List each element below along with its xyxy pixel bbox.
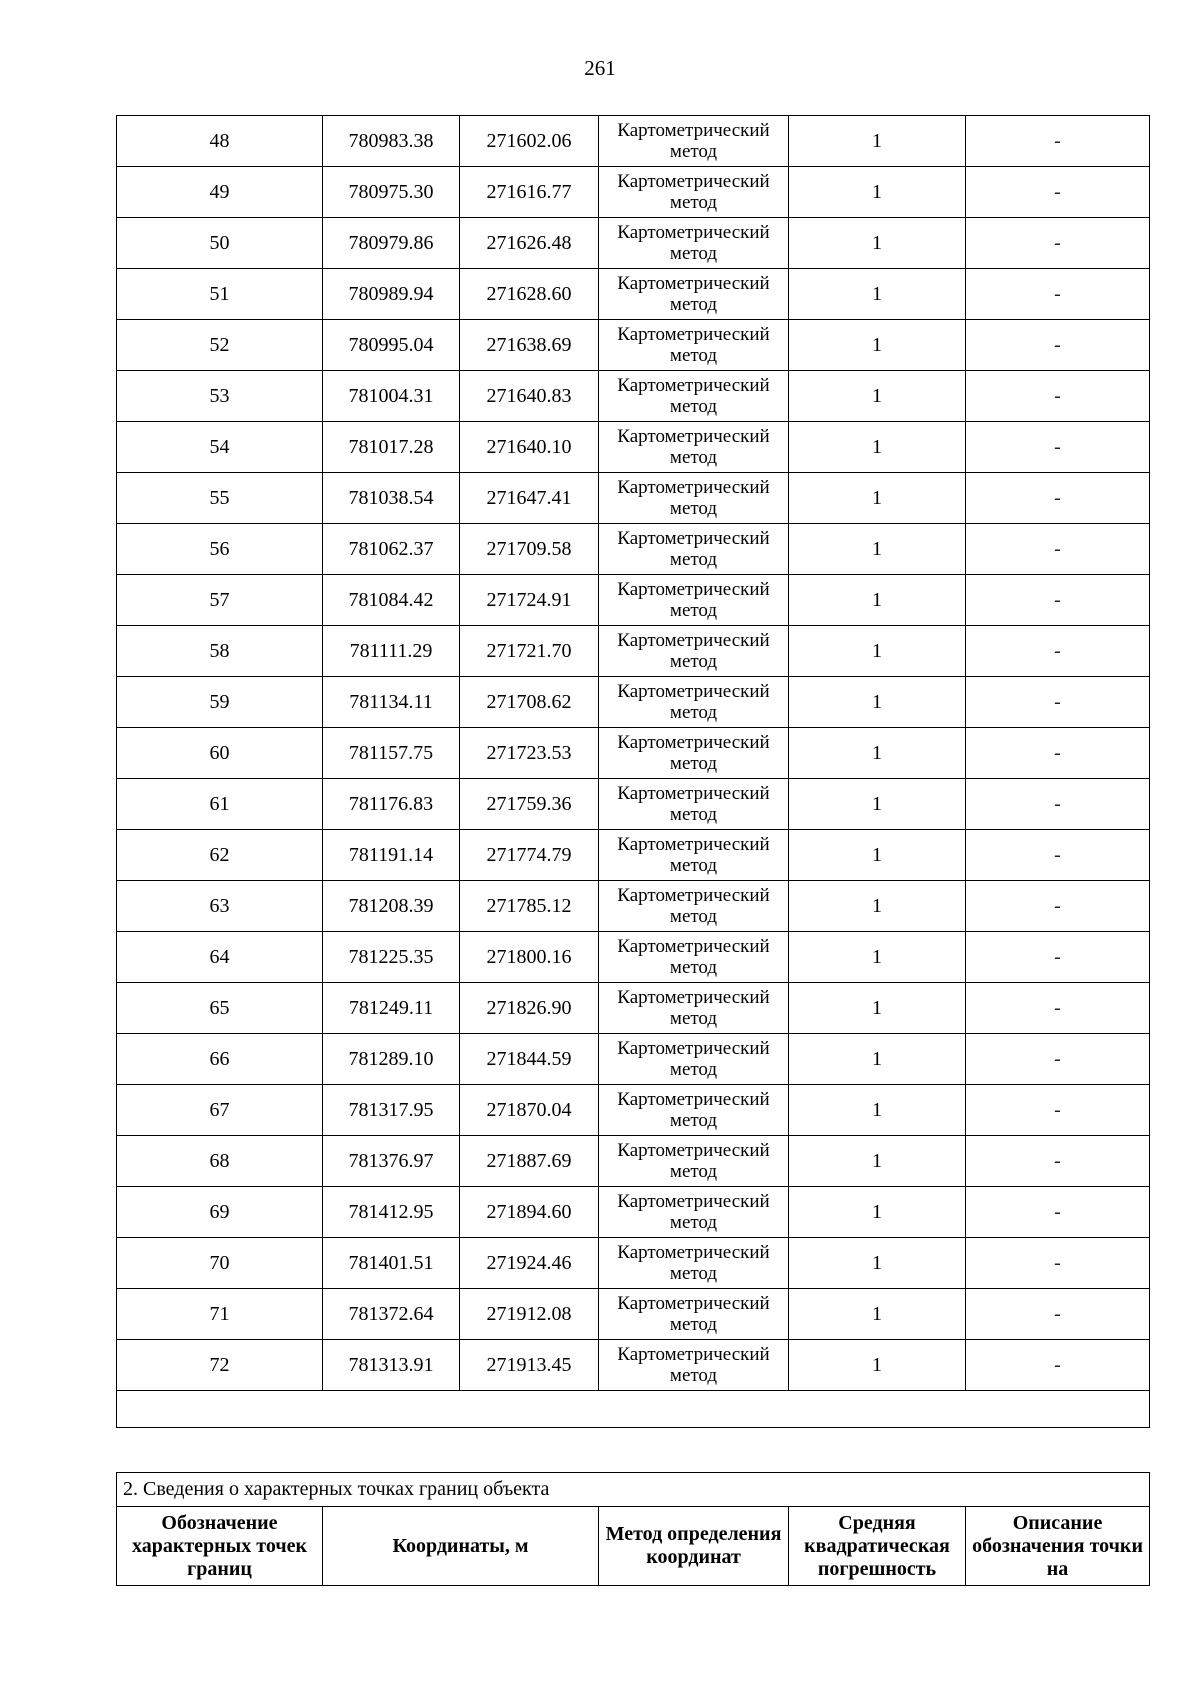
table-row	[117, 728, 1150, 779]
method-cell: Картометрический метод	[599, 524, 789, 575]
method-cell: Картометрический метод	[599, 575, 789, 626]
method-cell: Картометрический метод	[599, 1238, 789, 1289]
description-cell: -	[966, 1034, 1150, 1085]
point-cell: 56	[117, 524, 323, 575]
point-cell: 49	[117, 167, 323, 218]
table-row	[117, 371, 1150, 422]
table-row	[117, 983, 1150, 1034]
description-cell: -	[966, 1340, 1150, 1391]
x-coordinate-cell: 781157.75	[323, 728, 460, 779]
y-coordinate-cell: 271924.46	[460, 1238, 599, 1289]
method-cell: Картометрический метод	[599, 881, 789, 932]
table-row	[117, 269, 1150, 320]
y-coordinate-cell: 271826.90	[460, 983, 599, 1034]
error-cell: 1	[789, 626, 966, 677]
description-cell: -	[966, 932, 1150, 983]
header-point: Обозначение характерных точек границ	[117, 1507, 323, 1586]
error-cell: 1	[789, 1340, 966, 1391]
header-description: Описание обозначения точки на	[966, 1507, 1150, 1586]
x-coordinate-cell: 781289.10	[323, 1034, 460, 1085]
description-cell: -	[966, 269, 1150, 320]
error-cell: 1	[789, 881, 966, 932]
y-coordinate-cell: 271887.69	[460, 1136, 599, 1187]
description-cell: -	[966, 167, 1150, 218]
table-row	[117, 1238, 1150, 1289]
method-cell: Картометрический метод	[599, 1136, 789, 1187]
coordinates-table-body	[117, 116, 1150, 1428]
method-cell: Картометрический метод	[599, 830, 789, 881]
point-cell: 57	[117, 575, 323, 626]
description-cell: -	[966, 677, 1150, 728]
point-cell: 71	[117, 1289, 323, 1340]
method-cell: Картометрический метод	[599, 1289, 789, 1340]
table-row	[117, 167, 1150, 218]
x-coordinate-cell: 781038.54	[323, 473, 460, 524]
method-cell: Картометрический метод	[599, 1085, 789, 1136]
error-cell: 1	[789, 1238, 966, 1289]
error-cell: 1	[789, 524, 966, 575]
description-cell: -	[966, 830, 1150, 881]
error-cell: 1	[789, 830, 966, 881]
table-row	[117, 881, 1150, 932]
y-coordinate-cell: 271709.58	[460, 524, 599, 575]
point-cell: 66	[117, 1034, 323, 1085]
method-cell: Картометрический метод	[599, 779, 789, 830]
x-coordinate-cell: 780979.86	[323, 218, 460, 269]
description-cell: -	[966, 524, 1150, 575]
table-row	[117, 575, 1150, 626]
y-coordinate-cell: 271723.53	[460, 728, 599, 779]
header-error: Средняя квадратическая погрешность	[789, 1507, 966, 1586]
empty-row	[117, 1391, 1150, 1428]
error-cell: 1	[789, 779, 966, 830]
description-cell: -	[966, 1289, 1150, 1340]
error-cell: 1	[789, 473, 966, 524]
description-cell: -	[966, 575, 1150, 626]
point-cell: 62	[117, 830, 323, 881]
y-coordinate-cell: 271913.45	[460, 1340, 599, 1391]
error-cell: 1	[789, 218, 966, 269]
method-cell: Картометрический метод	[599, 473, 789, 524]
error-cell: 1	[789, 1085, 966, 1136]
error-cell: 1	[789, 116, 966, 167]
method-cell: Картометрический метод	[599, 932, 789, 983]
description-cell: -	[966, 1238, 1150, 1289]
section2-header-row	[117, 1507, 1150, 1586]
x-coordinate-cell: 781313.91	[323, 1340, 460, 1391]
description-cell: -	[966, 728, 1150, 779]
error-cell: 1	[789, 1289, 966, 1340]
point-cell: 72	[117, 1340, 323, 1391]
error-cell: 1	[789, 677, 966, 728]
point-cell: 63	[117, 881, 323, 932]
table-row	[117, 1340, 1150, 1391]
x-coordinate-cell: 780983.38	[323, 116, 460, 167]
y-coordinate-cell: 271870.04	[460, 1085, 599, 1136]
header-coordinates: Координаты, м	[323, 1507, 599, 1586]
description-cell: -	[966, 218, 1150, 269]
method-cell: Картометрический метод	[599, 269, 789, 320]
table-row	[117, 422, 1150, 473]
point-cell: 50	[117, 218, 323, 269]
point-cell: 53	[117, 371, 323, 422]
description-cell: -	[966, 881, 1150, 932]
table-row	[117, 218, 1150, 269]
x-coordinate-cell: 780995.04	[323, 320, 460, 371]
section2-title-row	[117, 1473, 1150, 1507]
point-cell: 64	[117, 932, 323, 983]
x-coordinate-cell: 781004.31	[323, 371, 460, 422]
method-cell: Картометрический метод	[599, 371, 789, 422]
x-coordinate-cell: 780975.30	[323, 167, 460, 218]
table-row	[117, 1289, 1150, 1340]
point-cell: 54	[117, 422, 323, 473]
y-coordinate-cell: 271640.83	[460, 371, 599, 422]
point-cell: 52	[117, 320, 323, 371]
y-coordinate-cell: 271724.91	[460, 575, 599, 626]
method-cell: Картометрический метод	[599, 167, 789, 218]
description-cell: -	[966, 320, 1150, 371]
table-row	[117, 1034, 1150, 1085]
page-number: 261	[584, 56, 616, 80]
table-row	[117, 932, 1150, 983]
point-cell: 67	[117, 1085, 323, 1136]
point-cell: 48	[117, 116, 323, 167]
method-cell: Картометрический метод	[599, 677, 789, 728]
point-cell: 55	[117, 473, 323, 524]
description-cell: -	[966, 422, 1150, 473]
description-cell: -	[966, 1136, 1150, 1187]
point-cell: 60	[117, 728, 323, 779]
y-coordinate-cell: 271640.10	[460, 422, 599, 473]
description-cell: -	[966, 626, 1150, 677]
method-cell: Картометрический метод	[599, 728, 789, 779]
description-cell: -	[966, 779, 1150, 830]
error-cell: 1	[789, 422, 966, 473]
y-coordinate-cell: 271785.12	[460, 881, 599, 932]
point-cell: 68	[117, 1136, 323, 1187]
point-cell: 58	[117, 626, 323, 677]
x-coordinate-cell: 780989.94	[323, 269, 460, 320]
error-cell: 1	[789, 167, 966, 218]
error-cell: 1	[789, 932, 966, 983]
error-cell: 1	[789, 575, 966, 626]
empty-cell	[117, 1391, 1150, 1428]
table-row	[117, 1187, 1150, 1238]
method-cell: Картометрический метод	[599, 983, 789, 1034]
point-cell: 65	[117, 983, 323, 1034]
x-coordinate-cell: 781134.11	[323, 677, 460, 728]
error-cell: 1	[789, 269, 966, 320]
table-row	[117, 524, 1150, 575]
coordinates-table	[116, 115, 1150, 1428]
x-coordinate-cell: 781372.64	[323, 1289, 460, 1340]
x-coordinate-cell: 781401.51	[323, 1238, 460, 1289]
description-cell: -	[966, 983, 1150, 1034]
method-cell: Картометрический метод	[599, 1340, 789, 1391]
x-coordinate-cell: 781208.39	[323, 881, 460, 932]
method-cell: Картометрический метод	[599, 1034, 789, 1085]
x-coordinate-cell: 781225.35	[323, 932, 460, 983]
y-coordinate-cell: 271626.48	[460, 218, 599, 269]
table-row	[117, 677, 1150, 728]
table-row	[117, 1085, 1150, 1136]
y-coordinate-cell: 271759.36	[460, 779, 599, 830]
section2-title: 2. Сведения о характерных точках границ объекта	[117, 1473, 1150, 1507]
error-cell: 1	[789, 1187, 966, 1238]
description-cell: -	[966, 116, 1150, 167]
description-cell: -	[966, 1187, 1150, 1238]
x-coordinate-cell: 781317.95	[323, 1085, 460, 1136]
description-cell: -	[966, 1085, 1150, 1136]
description-cell: -	[966, 473, 1150, 524]
y-coordinate-cell: 271894.60	[460, 1187, 599, 1238]
point-cell: 70	[117, 1238, 323, 1289]
method-cell: Картометрический метод	[599, 626, 789, 677]
y-coordinate-cell: 271844.59	[460, 1034, 599, 1085]
description-cell: -	[966, 371, 1150, 422]
table-row	[117, 1136, 1150, 1187]
y-coordinate-cell: 271616.77	[460, 167, 599, 218]
x-coordinate-cell: 781111.29	[323, 626, 460, 677]
error-cell: 1	[789, 320, 966, 371]
method-cell: Картометрический метод	[599, 320, 789, 371]
table-row	[117, 626, 1150, 677]
y-coordinate-cell: 271774.79	[460, 830, 599, 881]
x-coordinate-cell: 781062.37	[323, 524, 460, 575]
table-row	[117, 320, 1150, 371]
x-coordinate-cell: 781017.28	[323, 422, 460, 473]
method-cell: Картометрический метод	[599, 116, 789, 167]
table-row	[117, 473, 1150, 524]
y-coordinate-cell: 271647.41	[460, 473, 599, 524]
y-coordinate-cell: 271638.69	[460, 320, 599, 371]
x-coordinate-cell: 781176.83	[323, 779, 460, 830]
x-coordinate-cell: 781376.97	[323, 1136, 460, 1187]
y-coordinate-cell: 271912.08	[460, 1289, 599, 1340]
table-row	[117, 830, 1150, 881]
table-row	[117, 116, 1150, 167]
error-cell: 1	[789, 983, 966, 1034]
y-coordinate-cell: 271628.60	[460, 269, 599, 320]
point-cell: 69	[117, 1187, 323, 1238]
y-coordinate-cell: 271708.62	[460, 677, 599, 728]
section2-table	[116, 1472, 1150, 1586]
y-coordinate-cell: 271721.70	[460, 626, 599, 677]
y-coordinate-cell: 271602.06	[460, 116, 599, 167]
error-cell: 1	[789, 728, 966, 779]
header-method: Метод определения координат	[599, 1507, 789, 1586]
point-cell: 61	[117, 779, 323, 830]
x-coordinate-cell: 781412.95	[323, 1187, 460, 1238]
method-cell: Картометрический метод	[599, 218, 789, 269]
table-row	[117, 779, 1150, 830]
y-coordinate-cell: 271800.16	[460, 932, 599, 983]
error-cell: 1	[789, 371, 966, 422]
x-coordinate-cell: 781084.42	[323, 575, 460, 626]
error-cell: 1	[789, 1136, 966, 1187]
error-cell: 1	[789, 1034, 966, 1085]
method-cell: Картометрический метод	[599, 1187, 789, 1238]
point-cell: 59	[117, 677, 323, 728]
method-cell: Картометрический метод	[599, 422, 789, 473]
x-coordinate-cell: 781191.14	[323, 830, 460, 881]
point-cell: 51	[117, 269, 323, 320]
x-coordinate-cell: 781249.11	[323, 983, 460, 1034]
